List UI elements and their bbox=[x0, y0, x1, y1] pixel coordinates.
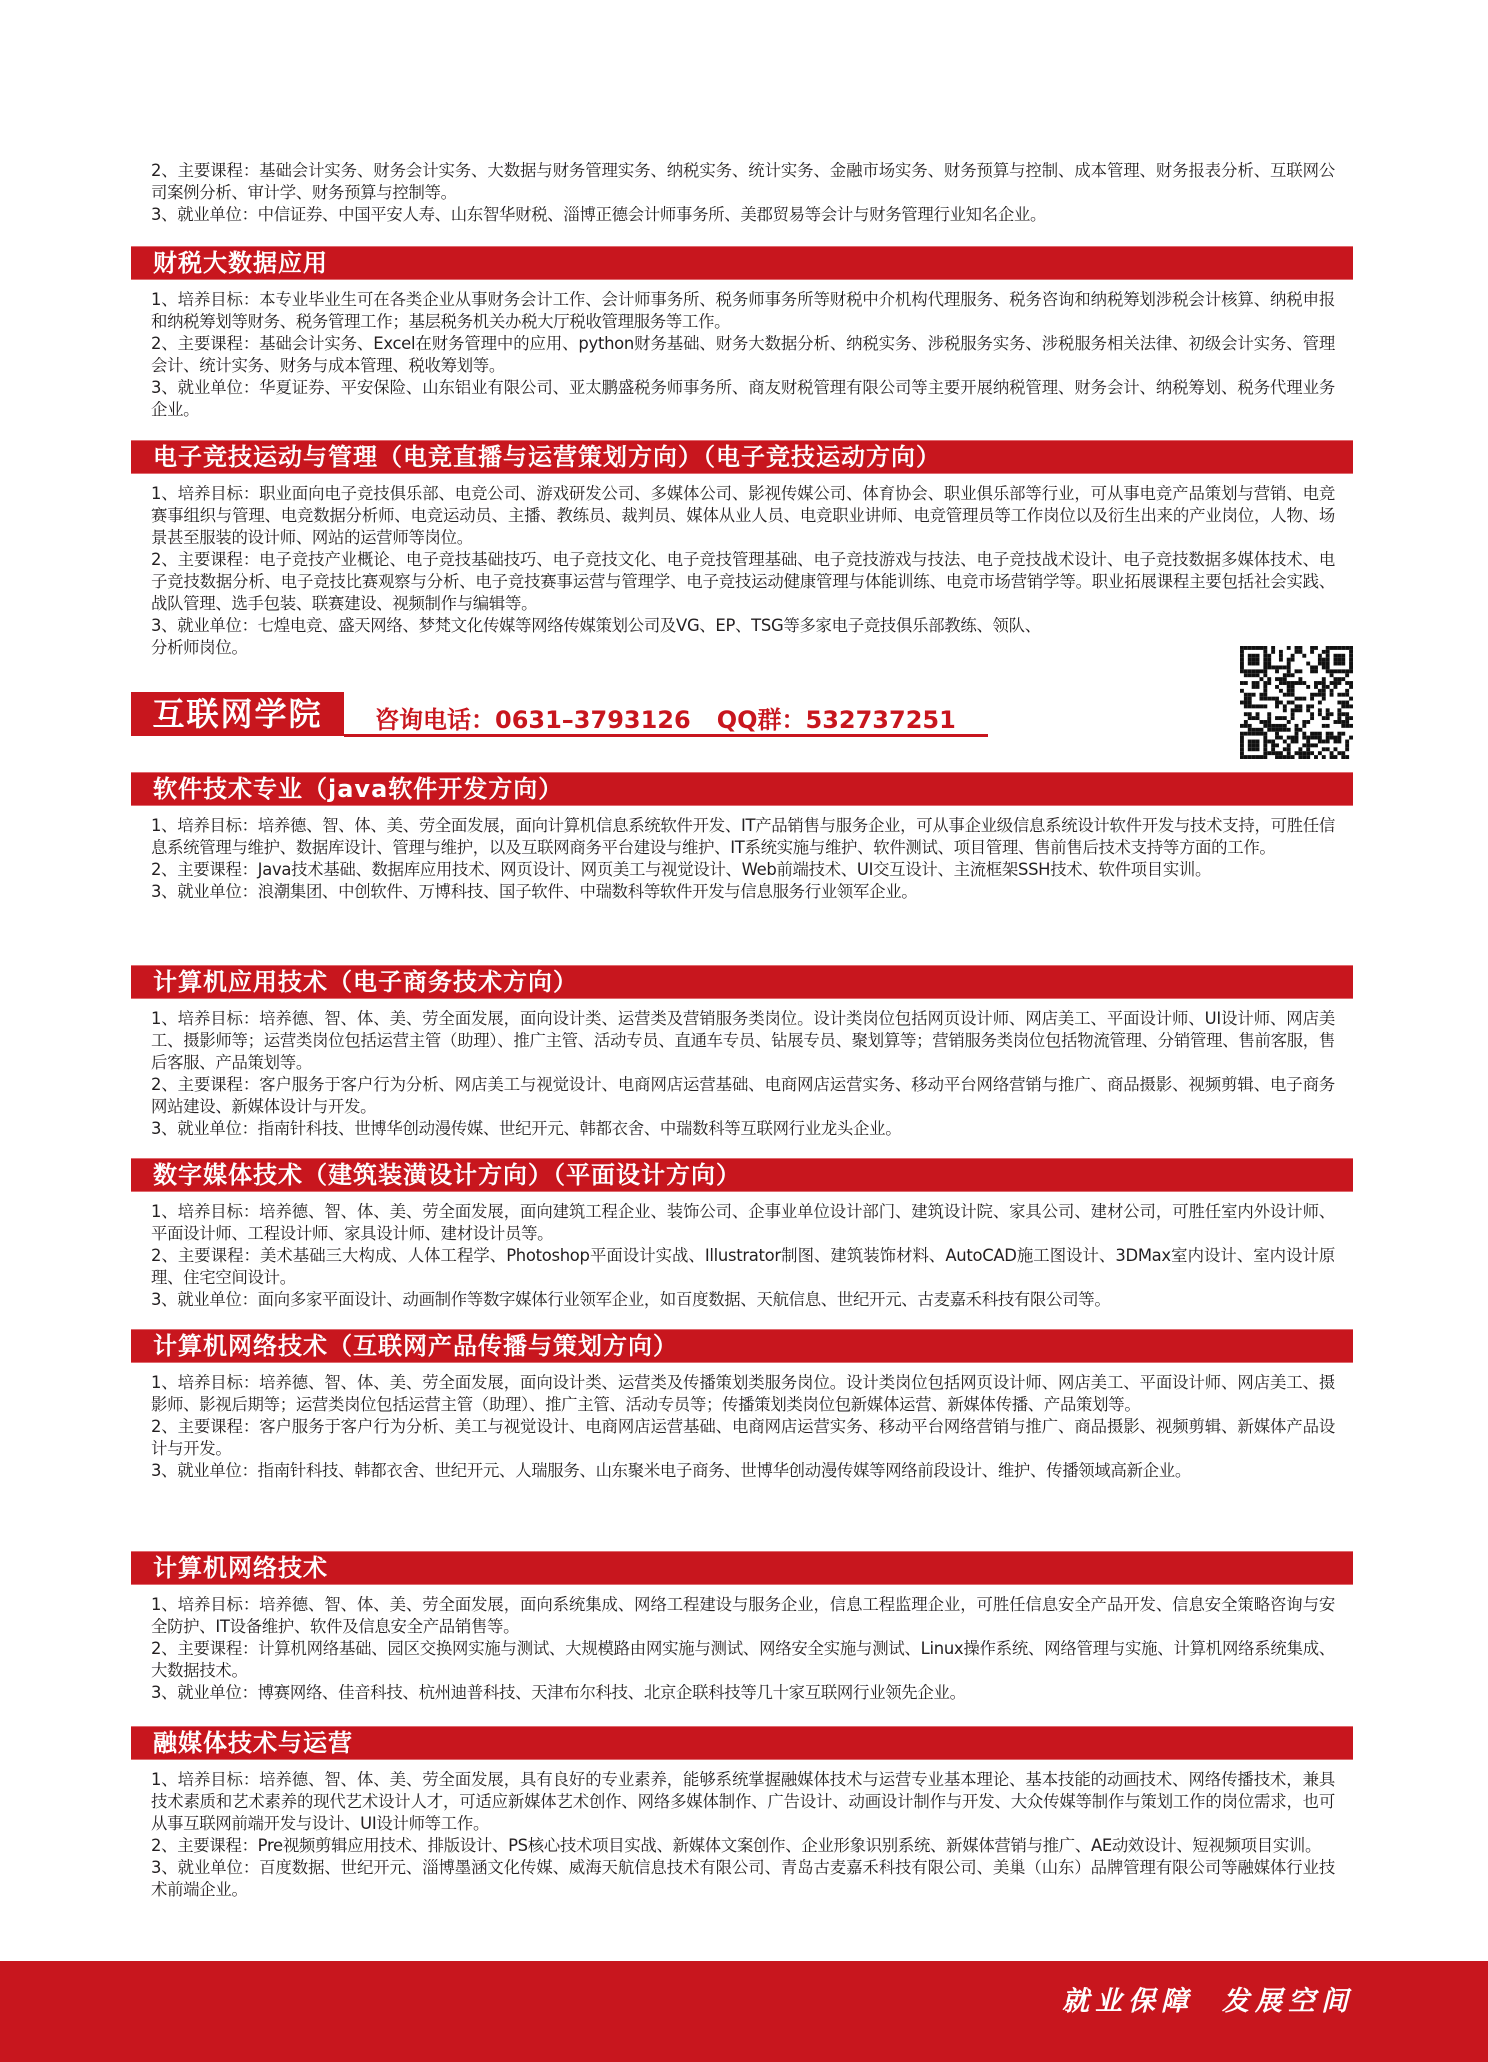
program-description bbox=[131, 474, 1353, 659]
program-section bbox=[131, 1158, 1353, 1311]
program-title: 融媒体技术与运营 bbox=[131, 1726, 1353, 1760]
program-item: 2、主要课程：客户服务于客户行为分析、美工与视觉设计、电商网店运营基础、电商网店运营实务、移动平台网络营销与推广、商品摄影、视频剪辑、新媒体产品设计与开发。 bbox=[151, 1417, 1335, 1458]
qq-group: QQ群：532737251 bbox=[716, 706, 956, 734]
intro-employers: 3、就业单位：中信证券、中国平安人寿、山东智华财税、淄博正德会计师事务所、美郡贸易等会计与财务管理行业知名企业。 bbox=[151, 205, 1047, 224]
program-title: 软件技术专业（java软件开发方向） bbox=[131, 772, 1353, 806]
program-title: 计算机网络技术（互联网产品传播与策划方向） bbox=[131, 1329, 1353, 1363]
program-title: 计算机网络技术 bbox=[131, 1551, 1353, 1585]
program-item: 2、主要课程：Java技术基础、数据库应用技术、网页设计、网页美工与视觉设计、Web前端技术、UI交互设计、主流框架SSH技术、软件项目实训。 bbox=[151, 860, 1212, 879]
intro-text bbox=[151, 160, 1335, 226]
program-item: 2、主要课程：客户服务于客户行为分析、网店美工与视觉设计、电商网店运营基础、电商网店运营实务、移动平台网络营销与推广、商品摄影、视频剪辑、电子商务网站建设、新媒体设计与开发。 bbox=[151, 1075, 1335, 1116]
qr-code-icon bbox=[1240, 646, 1353, 759]
program-item: 3、就业单位：浪潮集团、中创软件、万博科技、国子软件、中瑞数科等软件开发与信息服务行业领军企业。 bbox=[151, 882, 918, 901]
program-item: 分析师岗位。 bbox=[151, 638, 248, 657]
program-item: 1、培养目标：培养德、智、体、美、劳全面发展，面向设计类、运营类及营销服务类岗位。设计类岗位包括网页设计师、网店美工、平面设计师、UI设计师、网店美工、摄影师等；运营类岗位包括运营主管（助理）、推广主管、活动专员、直通车专员、钻展专员、聚划算等；营销服务类岗位包括物流管理、分销管理、售前客服，售后客服、产品策划等。 bbox=[151, 1009, 1335, 1072]
consult-phone: 咨询电话：0631–3793126 bbox=[375, 706, 691, 734]
program-item: 2、主要课程：美术基础三大构成、人体工程学、Photoshop平面设计实战、Illustrator制图、建筑装饰材料、AutoCAD施工图设计、3DMax室内设计、室内设计原理、住宅空间设计。 bbox=[151, 1246, 1335, 1287]
program-description bbox=[131, 280, 1353, 421]
program-description bbox=[131, 1585, 1353, 1704]
program-item: 3、就业单位：华夏证券、平安保险、山东铝业有限公司、亚太鹏盛税务师事务所、商友财税管理有限公司等主要开展纳税管理、财务会计、纳税筹划、税务代理业务企业。 bbox=[151, 378, 1335, 419]
program-item: 2、主要课程：电子竞技产业概论、电子竞技基础技巧、电子竞技文化、电子竞技管理基础、电子竞技游戏与技法、电子竞技战术设计、电子竞技数据多媒体技术、电子竞技数据分析、电子竞技比赛观察与分析、电子竞技赛事运营与管理学、电子竞技运动健康管理与体能训练、电竞市场营销学等。职业拓展课程主要包括社会实践、战队管理、选手包装、联赛建设、视频制作与编辑等。 bbox=[151, 550, 1335, 613]
slogan-employment: 就业保障 bbox=[1062, 1986, 1194, 2017]
program-description bbox=[131, 1760, 1353, 1901]
program-section bbox=[131, 772, 1353, 903]
college-contact bbox=[375, 700, 982, 735]
program-section bbox=[131, 246, 1353, 421]
program-title: 财税大数据应用 bbox=[131, 246, 1353, 280]
program-item: 3、就业单位：博赛网络、佳音科技、杭州迪普科技、天津布尔科技、北京企联科技等几十家互联网行业领先企业。 bbox=[151, 1683, 966, 1702]
slogan-development: 发展空间 bbox=[1222, 1986, 1354, 2017]
program-item: 1、培养目标：培养德、智、体、美、劳全面发展，面向计算机信息系统软件开发、IT产品销售与服务企业，可从事企业级信息系统设计软件开发与技术支持，可胜任信息系统管理与维护、数据库设计、管理与维护，以及互联网商务平台建设与维护、IT系统实施与维护、软件测试、项目管理、售前售后技术支持等方面的工作。 bbox=[151, 816, 1335, 857]
program-description bbox=[131, 806, 1353, 903]
program-item: 3、就业单位：面向多家平面设计、动画制作等数字媒体行业领军企业，如百度数据、天航信息、世纪开元、古麦嘉禾科技有限公司等。 bbox=[151, 1290, 1111, 1309]
program-item: 2、主要课程：Pre视频剪辑应用技术、排版设计、PS核心技术项目实战、新媒体文案创作、企业形象识别系统、新媒体营销与推广、AE动效设计、短视频项目实训。 bbox=[151, 1836, 1322, 1855]
program-section bbox=[131, 1726, 1353, 1901]
program-section bbox=[131, 440, 1353, 659]
program-item: 2、主要课程：计算机网络基础、园区交换网实施与测试、大规模路由网实施与测试、网络安全实施与测试、Linux操作系统、网络管理与实施、计算机网络系统集成、大数据技术。 bbox=[151, 1639, 1335, 1680]
program-item: 3、就业单位：百度数据、世纪开元、淄博墨涵文化传媒、威海天航信息技术有限公司、青岛古麦嘉禾科技有限公司、美巢（山东）品牌管理有限公司等融媒体行业技术前端企业。 bbox=[151, 1858, 1335, 1899]
program-section bbox=[131, 1329, 1353, 1482]
program-item: 1、培养目标：培养德、智、体、美、劳全面发展，面向建筑工程企业、装饰公司、企事业单位设计部门、建筑设计院、家具公司、建材公司，可胜任室内外设计师、平面设计师、工程设计师、家具设计师、建材设计员等。 bbox=[151, 1202, 1335, 1243]
program-item: 1、培养目标：本专业毕业生可在各类企业从事财务会计工作、会计师事务所、税务师事务所等财税中介机构代理服务、税务咨询和纳税筹划涉税会计核算、纳税申报和纳税筹划等财务、税务管理工作；基层税务机关办税大厅税收管理服务等工作。 bbox=[151, 290, 1335, 331]
program-item: 3、就业单位：指南针科技、世博华创动漫传媒、世纪开元、韩都衣舍、中瑞数科等互联网行业龙头企业。 bbox=[151, 1119, 902, 1138]
program-item: 3、就业单位：七煌电竞、盛天网络、梦梵文化传媒等网络传媒策划公司及VG、EP、TSG等多家电子竞技俱乐部教练、领队、 bbox=[151, 616, 1041, 635]
program-section bbox=[131, 1551, 1353, 1704]
program-item: 1、培养目标：培养德、智、体、美、劳全面发展，具有良好的专业素养，能够系统掌握融媒体技术与运营专业基本理论、基本技能的动画技术、网络传播技术，兼具技术素质和艺术素养的现代艺术设计人才，可适应新媒体艺术创作、网络多媒体制作、广告设计、动画设计制作与开发、大众传媒等制作与策划工作的岗位需求，也可从事互联网前端开发与设计、UI设计师等工作。 bbox=[151, 1770, 1335, 1833]
program-description bbox=[131, 1192, 1353, 1311]
program-description bbox=[131, 1363, 1353, 1482]
program-description bbox=[131, 999, 1353, 1140]
footer-slogan bbox=[1034, 1979, 1354, 2018]
program-title: 数字媒体技术（建筑装潢设计方向）（平面设计方向） bbox=[131, 1158, 1353, 1192]
program-item: 1、培养目标：职业面向电子竞技俱乐部、电竞公司、游戏研发公司、多媒体公司、影视传媒公司、体育协会、职业俱乐部等行业，可从事电竞产品策划与营销、电竞赛事组织与管理、电竞数据分析师、电竞运动员、主播、教练员、裁判员、媒体从业人员、电竞职业讲师、电竞管理员等工作岗位以及衍生出来的产业岗位，人物、场景甚至服装的设计师、网站的运营师等岗位。 bbox=[151, 484, 1335, 547]
program-item: 1、培养目标：培养德、智、体、美、劳全面发展，面向设计类、运营类及传播策划类服务岗位。设计类岗位包括网页设计师、网店美工、平面设计师、网店美工、摄影师、影视后期等；运营类岗位包括运营主管（助理）、推广主管、活动专员等；传播策划类岗位包新媒体运营、新媒体传播、产品策划等。 bbox=[151, 1373, 1335, 1414]
intro-courses: 2、主要课程：基础会计实务、财务会计实务、大数据与财务管理实务、纳税实务、统计实务、金融市场实务、财务预算与控制、成本管理、财务报表分析、互联网公司案例分析、审计学、财务预算与控制等。 bbox=[151, 161, 1335, 202]
college-name: 互联网学院 bbox=[131, 692, 344, 736]
program-section bbox=[131, 965, 1353, 1140]
program-item: 2、主要课程：基础会计实务、Excel在财务管理中的应用、python财务基础、财务大数据分析、纳税实务、涉税服务实务、涉税服务相关法律、初级会计实务、管理会计、统计实务、财务与成本管理、税收筹划等。 bbox=[151, 334, 1335, 375]
footer-band bbox=[0, 1961, 1488, 2062]
program-title: 电子竞技运动与管理（电竞直播与运营策划方向）（电子竞技运动方向） bbox=[131, 440, 1353, 474]
program-item: 1、培养目标：培养德、智、体、美、劳全面发展，面向系统集成、网络工程建设与服务企业，信息工程监理企业，可胜任信息安全产品开发、信息安全策略咨询与安全防护、IT设备维护、软件及信息安全产品销售等。 bbox=[151, 1595, 1335, 1636]
program-title: 计算机应用技术（电子商务技术方向） bbox=[131, 965, 1353, 999]
program-item: 3、就业单位：指南针科技、韩都衣舍、世纪开元、人瑞服务、山东聚米电子商务、世博华创动漫传媒等网络前段设计、维护、传播领域高新企业。 bbox=[151, 1461, 1191, 1480]
